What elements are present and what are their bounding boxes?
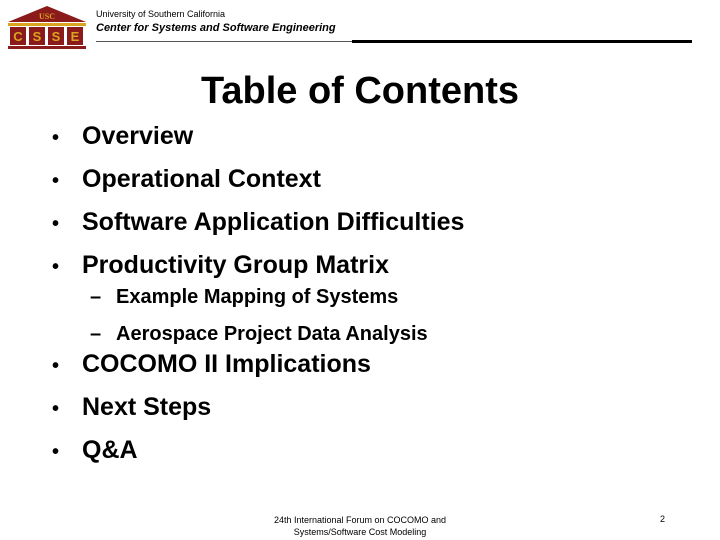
center-name: Center for Systems and Software Engineering xyxy=(96,22,336,34)
logo-letter-c: C xyxy=(13,29,23,44)
dash-icon: – xyxy=(90,286,102,308)
sub-bullet-list xyxy=(90,279,428,353)
bullet-item-productivity-group-matrix: • Productivity Group Matrix xyxy=(52,245,464,288)
page-number: 2 xyxy=(660,514,666,524)
bullet-dot-icon: • xyxy=(52,441,60,463)
bullet-item-qa: • Q&A xyxy=(52,430,371,473)
bullet-dot-icon: • xyxy=(52,213,60,235)
logo-letter-s1: S xyxy=(32,29,42,44)
bullet-item-next-steps: • Next Steps xyxy=(52,387,371,430)
sub-bullet-aerospace-analysis: – Aerospace Project Data Analysis xyxy=(90,316,428,353)
bullet-item-software-application-difficulties: • Software Application Difficulties xyxy=(52,202,464,245)
bullet-item-overview: • Overview xyxy=(52,116,464,159)
bullet-dot-icon: • xyxy=(52,355,60,377)
bullet-dot-icon: • xyxy=(52,256,60,278)
footer-event-name: 24th International Forum on COCOMO and Systems/Software Cost Modeling xyxy=(273,515,447,537)
header-rule-thick xyxy=(352,40,692,43)
usc-csse-logo xyxy=(6,6,88,50)
bullet-list-bottom xyxy=(52,344,371,473)
bullet-item-cocomo-implications: • COCOMO II Implications xyxy=(52,344,371,387)
bullet-dot-icon: • xyxy=(52,127,60,149)
bullet-list-top xyxy=(52,116,464,288)
logo-letter-e: E xyxy=(70,29,80,44)
bullet-item-operational-context: • Operational Context xyxy=(52,159,464,202)
bullet-dot-icon: • xyxy=(52,170,60,192)
logo-usc-text: USC xyxy=(38,12,56,21)
dash-icon: – xyxy=(90,323,102,345)
sub-bullet-example-mapping: – Example Mapping of Systems xyxy=(90,279,428,316)
university-name: University of Southern California xyxy=(96,9,226,19)
bullet-dot-icon: • xyxy=(52,398,60,420)
slide-title: Table of Contents xyxy=(200,70,520,112)
header-rule-thin xyxy=(96,41,354,42)
logo-letter-s2: S xyxy=(51,29,61,44)
